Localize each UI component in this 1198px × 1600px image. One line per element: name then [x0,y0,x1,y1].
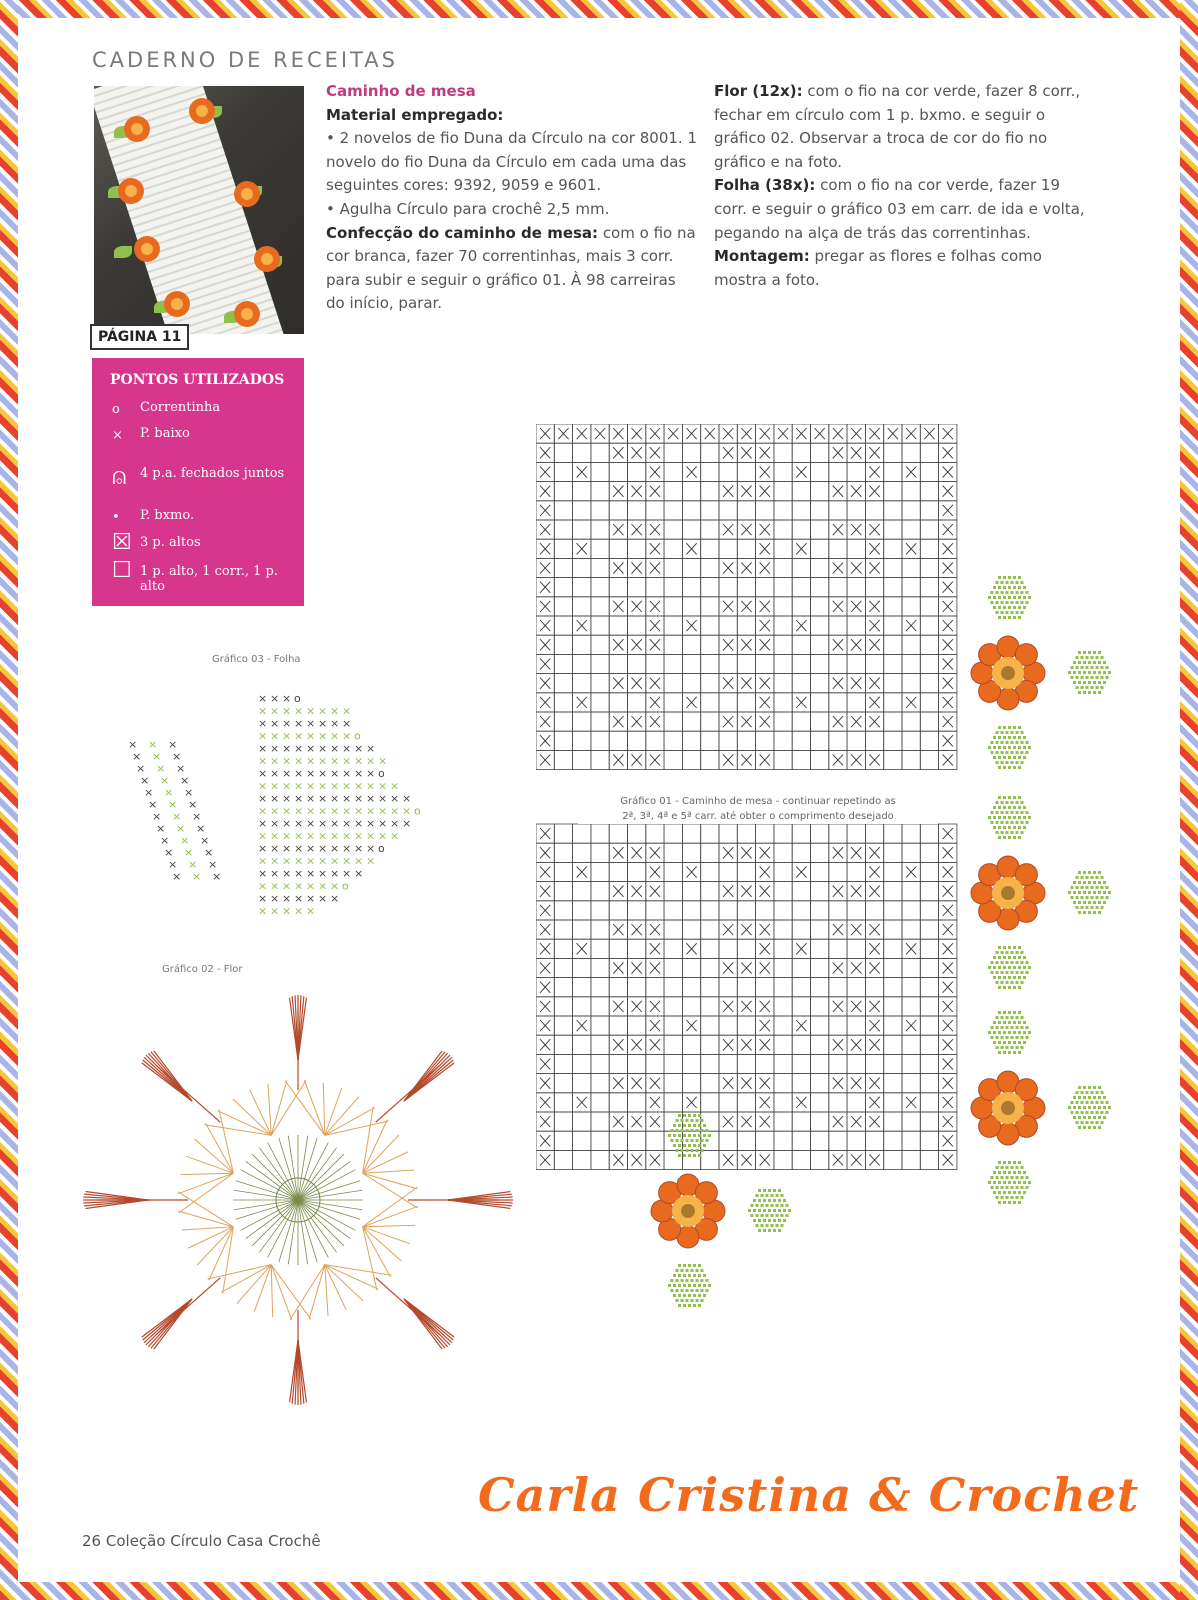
svg-text:×: × [148,738,158,751]
decorative-border-top [0,0,1198,18]
svg-text:×: × [258,767,268,780]
chart-02-title: Gráfico 02 - Flor [162,964,243,975]
svg-text:×: × [172,870,182,883]
svg-text:×: × [270,704,280,718]
svg-text:×: × [208,858,218,871]
svg-text:×: × [168,738,178,751]
svg-text:o: o [294,692,301,705]
svg-text:×: × [172,750,182,763]
svg-text:×: × [306,792,316,805]
svg-text:×: × [354,867,364,880]
svg-text:×: × [282,879,292,893]
svg-text:×: × [318,879,328,893]
publication-name: Coleção Círculo Casa Crochê [105,1532,321,1550]
svg-text:×: × [160,834,170,847]
svg-text:×: × [330,742,340,755]
svg-text:×: × [390,792,400,805]
legend-item-label: 4 p.a. fechados juntos [140,466,285,481]
folha-heading: Folha (38x): [714,176,816,195]
svg-text:×: × [330,717,340,730]
svg-text:×: × [342,717,352,730]
legend-item-label: 1 p. alto, 1 corr., 1 p. alto [140,564,278,594]
montagem-text: pregar as flores e folhas como mostra a foto. [714,247,1042,289]
svg-text:×: × [366,742,376,755]
svg-text:×: × [258,904,268,918]
svg-text:×: × [378,779,388,793]
svg-text:×: × [318,717,328,730]
svg-text:×: × [342,817,352,830]
svg-text:×: × [176,822,186,835]
svg-text:×: × [318,704,328,718]
svg-text:×: × [354,817,364,830]
svg-text:×: × [342,742,352,755]
svg-text:×: × [270,754,280,768]
svg-text:×: × [306,717,316,730]
svg-text:×: × [270,879,280,893]
svg-text:×: × [306,904,316,918]
svg-text:×: × [306,804,316,818]
svg-text:×: × [318,754,328,768]
svg-text:×: × [318,729,328,743]
flor-text: com o fio na cor verde, fazer 8 corr., fechar em círculo com 1 p. bxmo. e seguir o gráfico 02. Observar a troca de cor do fio no gráfico e na foto. [714,82,1081,171]
svg-text:×: × [258,704,268,718]
svg-text:×: × [258,829,268,843]
legend-item-label: Correntinha [140,400,221,415]
svg-text:×: × [258,892,268,905]
svg-text:×: × [282,754,292,768]
svg-text:o: o [342,879,349,893]
svg-text:×: × [282,854,292,868]
svg-text:×: × [270,717,280,730]
material-yarn-text: • 2 novelos de fio Duna da Círculo na cor 8001. 1 novelo do fio Duna da Círculo em cada uma das seguintes cores: 9392, 9059 e 9601. [326,129,697,195]
svg-text:×: × [294,879,304,893]
svg-text:×: × [402,792,412,805]
svg-text:×: × [342,842,352,855]
chart-01-subtitle: 2ª, 3ª, 4ª e 5ª carr. até obter o comprimento desejado [622,811,894,822]
svg-text:×: × [366,754,376,768]
svg-text:×: × [330,729,340,743]
single-crochet-symbol-icon: × [112,428,123,443]
svg-text:×: × [330,779,340,793]
svg-text:×: × [258,867,268,880]
confeccao-text: com o fio na cor branca, fazer 70 correntinhas, mais 3 corr. para subir e seguir o gráfico 01. À 98 carreiras do início, parar. [326,223,696,313]
svg-text:×: × [128,738,138,751]
svg-text:×: × [258,854,268,868]
legend-item-label: P. baixo [140,426,190,441]
svg-text:×: × [204,846,214,859]
svg-text:×: × [306,742,316,755]
svg-text:×: × [342,804,352,818]
svg-text:×: × [330,804,340,818]
confeccao-heading: Confecção do caminho de mesa: [326,223,599,242]
decorative-border-left [0,0,18,1600]
flower-stitch-diagram [78,990,548,1430]
stitch-legend-box [92,358,304,606]
svg-text:×: × [294,717,304,730]
svg-text:×: × [282,867,292,880]
svg-text:×: × [258,842,268,855]
svg-text:×: × [294,817,304,830]
svg-text:×: × [144,786,154,799]
flower-motif-illustration [618,1096,818,1326]
page-number: 26 [82,1532,102,1550]
svg-text:×: × [378,829,388,843]
svg-text:×: × [258,804,268,818]
svg-text:×: × [342,792,352,805]
svg-text:×: × [282,792,292,805]
svg-text:×: × [354,854,364,868]
svg-text:×: × [184,786,194,799]
svg-text:×: × [270,904,280,918]
svg-text:×: × [270,842,280,855]
svg-text:×: × [378,804,388,818]
svg-text:×: × [164,786,174,799]
svg-text:×: × [282,767,292,780]
svg-text:×: × [164,846,174,859]
svg-text:×: × [378,754,388,768]
svg-text:×: × [306,817,316,830]
svg-text:×: × [366,854,376,868]
svg-text:×: × [258,817,268,830]
svg-text:×: × [294,892,304,905]
svg-text:×: × [330,879,340,893]
svg-text:×: × [306,892,316,905]
svg-text:o: o [354,729,361,743]
leaf-stitch-diagram [108,688,528,938]
svg-text:×: × [366,804,376,818]
svg-text:×: × [132,750,142,763]
svg-text:×: × [270,767,280,780]
svg-text:×: × [318,767,328,780]
open-square-symbol-icon: ☐ [112,558,132,583]
svg-text:×: × [282,704,292,718]
svg-text:×: × [152,750,162,763]
svg-text:×: × [294,804,304,818]
svg-text:×: × [258,742,268,755]
chart-01-caption [578,794,938,824]
svg-text:×: × [318,792,328,805]
svg-text:×: × [270,804,280,818]
svg-text:×: × [306,842,316,855]
legend-title: PONTOS UTILIZADOS [110,372,285,388]
svg-text:×: × [180,774,190,787]
svg-text:×: × [176,762,186,775]
svg-text:×: × [282,717,292,730]
table-runner-photo [94,86,304,334]
svg-text:×: × [258,729,268,743]
svg-text:×: × [378,792,388,805]
svg-text:×: × [342,767,352,780]
svg-text:×: × [390,829,400,843]
svg-text:×: × [294,779,304,793]
svg-text:×: × [200,834,210,847]
svg-text:×: × [192,870,202,883]
svg-text:×: × [270,692,280,705]
svg-text:×: × [306,879,316,893]
svg-text:×: × [306,867,316,880]
svg-text:×: × [366,842,376,855]
svg-text:×: × [270,892,280,905]
cluster-stitch-symbol-icon: ⍝ [112,462,127,490]
svg-text:×: × [354,779,364,793]
svg-text:×: × [342,704,352,718]
flor-heading: Flor (12x): [714,82,803,100]
svg-text:×: × [366,829,376,843]
svg-text:o: o [378,842,385,855]
svg-text:×: × [258,879,268,893]
chain-stitch-symbol-icon: o [112,402,120,417]
svg-text:×: × [168,858,178,871]
svg-text:×: × [152,810,162,823]
svg-text:×: × [270,779,280,793]
legend-item-label: P. bxmo. [140,508,195,523]
svg-text:×: × [306,779,316,793]
page-reference-label: PÁGINA 11 [90,324,189,350]
svg-text:×: × [390,804,400,818]
svg-text:×: × [342,729,352,743]
svg-text:×: × [294,792,304,805]
svg-text:×: × [342,854,352,868]
montagem-heading: Montagem: [714,247,810,266]
recipe-title: Caminho de mesa [326,82,476,100]
svg-text:×: × [258,779,268,793]
svg-text:×: × [270,854,280,868]
material-hook-text: • Agulha Círculo para crochê 2,5 mm. [326,199,610,218]
svg-text:×: × [294,742,304,755]
svg-text:×: × [366,792,376,805]
svg-text:×: × [354,804,364,818]
chart-03-title: Gráfico 03 - Folha [212,654,301,665]
svg-text:×: × [258,792,268,805]
watermark-signature: Carla Cristina & Crochet [478,1468,1140,1522]
svg-text:×: × [294,842,304,855]
svg-text:×: × [330,754,340,768]
svg-text:×: × [136,762,146,775]
svg-text:×: × [282,729,292,743]
svg-text:×: × [318,842,328,855]
svg-text:×: × [196,822,206,835]
svg-text:×: × [282,829,292,843]
svg-text:×: × [282,817,292,830]
filled-square-symbol-icon: ☒ [112,530,132,555]
svg-text:×: × [160,774,170,787]
svg-text:×: × [282,892,292,905]
svg-text:o: o [414,804,421,818]
svg-text:×: × [192,810,202,823]
svg-text:×: × [330,817,340,830]
svg-text:×: × [330,704,340,718]
svg-text:×: × [402,804,412,818]
svg-text:×: × [294,829,304,843]
decorative-border-bottom [0,1582,1198,1600]
svg-text:×: × [188,798,198,811]
svg-text:×: × [188,858,198,871]
svg-text:×: × [318,829,328,843]
svg-text:×: × [330,792,340,805]
svg-text:×: × [306,854,316,868]
legend-item-label: 3 p. altos [140,535,201,550]
svg-text:×: × [342,779,352,793]
svg-text:×: × [294,904,304,918]
svg-text:×: × [354,792,364,805]
svg-text:×: × [156,822,166,835]
recipe-column-left [326,80,698,316]
svg-text:×: × [354,754,364,768]
svg-text:×: × [306,729,316,743]
runner-image [94,86,289,334]
svg-text:×: × [172,810,182,823]
svg-text:×: × [294,704,304,718]
material-heading: Material empregado: [326,105,504,124]
svg-text:×: × [306,767,316,780]
flower-motif-illustration [938,568,1138,778]
svg-text:×: × [306,829,316,843]
svg-text:×: × [318,804,328,818]
svg-text:×: × [258,717,268,730]
svg-text:×: × [270,729,280,743]
svg-text:×: × [354,767,364,780]
svg-text:×: × [282,804,292,818]
folha-text: com o fio na cor verde, fazer 19 corr. e seguir o gráfico 03 em carr. de ida e volta, pegando na alça de trás das correntinhas. [714,176,1085,242]
decorative-border-right [1180,0,1198,1600]
svg-text:×: × [390,817,400,830]
svg-text:×: × [330,867,340,880]
svg-text:×: × [140,774,150,787]
svg-text:×: × [282,742,292,755]
svg-text:×: × [330,892,340,905]
svg-text:×: × [184,846,194,859]
svg-text:×: × [270,829,280,843]
svg-text:×: × [294,729,304,743]
svg-text:×: × [318,817,328,830]
svg-text:×: × [366,817,376,830]
svg-text:×: × [258,692,268,705]
svg-text:×: × [270,742,280,755]
chart-01-title: Gráfico 01 - Caminho de mesa - continuar repetindo as [620,796,896,807]
svg-text:×: × [294,767,304,780]
magazine-page [18,18,1180,1582]
svg-text:×: × [378,817,388,830]
svg-text:×: × [366,779,376,793]
svg-text:×: × [294,854,304,868]
svg-text:×: × [270,792,280,805]
svg-text:×: × [270,867,280,880]
svg-text:×: × [330,829,340,843]
svg-text:×: × [180,834,190,847]
svg-text:×: × [330,767,340,780]
svg-text:×: × [282,904,292,918]
svg-text:×: × [318,779,328,793]
svg-text:×: × [342,829,352,843]
svg-text:×: × [402,817,412,830]
svg-text:×: × [342,754,352,768]
svg-text:×: × [156,762,166,775]
svg-text:×: × [258,754,268,768]
svg-text:×: × [354,742,364,755]
recipe-column-right [714,80,1086,292]
svg-text:×: × [330,842,340,855]
svg-text:×: × [330,854,340,868]
svg-text:×: × [282,692,292,705]
svg-text:×: × [318,742,328,755]
section-header: CADERNO DE RECEITAS [92,48,398,72]
svg-text:×: × [306,704,316,718]
svg-text:×: × [306,754,316,768]
svg-text:×: × [212,870,222,883]
page-footer [82,1532,321,1550]
svg-text:×: × [148,798,158,811]
svg-text:×: × [282,779,292,793]
svg-text:×: × [318,854,328,868]
svg-text:×: × [270,817,280,830]
flower-motif-illustration [938,1003,1138,1213]
slip-stitch-symbol-icon: • [112,510,120,525]
flower-motif-illustration [938,788,1138,998]
svg-text:×: × [282,842,292,855]
svg-text:×: × [342,867,352,880]
svg-text:o: o [378,767,385,780]
svg-text:×: × [390,779,400,793]
svg-text:×: × [294,867,304,880]
svg-text:×: × [366,767,376,780]
svg-text:×: × [318,867,328,880]
svg-text:×: × [294,754,304,768]
svg-text:×: × [354,829,364,843]
svg-text:×: × [168,798,178,811]
svg-text:×: × [318,892,328,905]
svg-text:×: × [354,842,364,855]
